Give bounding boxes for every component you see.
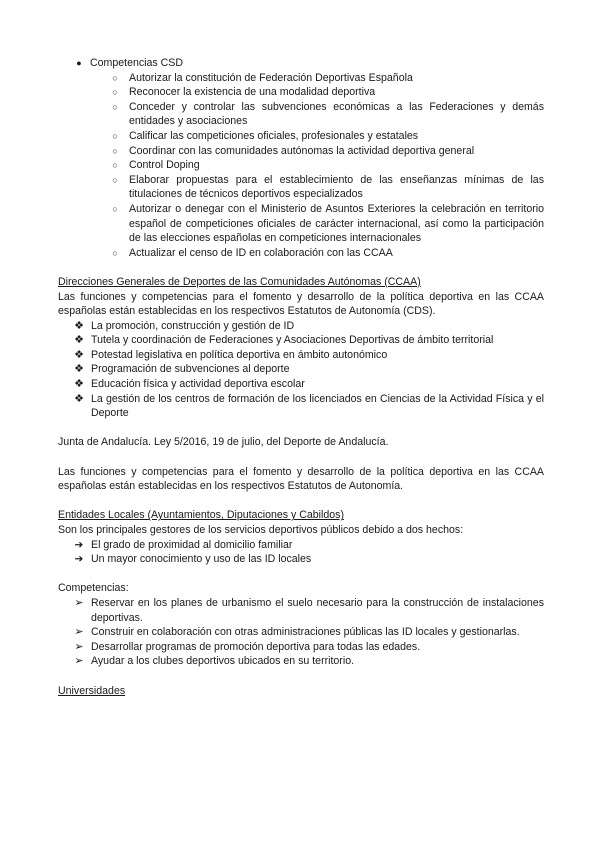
circle-bullet-icon: ○	[112, 72, 118, 83]
locales-list	[58, 538, 544, 567]
csd-heading: Competencias CSD	[90, 57, 184, 69]
diamond-bullet-icon: ❖	[74, 378, 84, 391]
diamond-bullet-icon: ❖	[74, 363, 84, 376]
list-item: ❖ Programación de subvenciones al deporte	[58, 362, 544, 377]
circle-bullet-icon: ○	[112, 101, 118, 112]
competencias-heading: Competencias:	[58, 582, 129, 595]
triangle-arrow-bullet-icon: ➢	[74, 640, 84, 653]
csd-section	[58, 56, 544, 260]
arrow-bullet-icon: ➔	[74, 538, 84, 551]
circle-bullet-icon: ○	[112, 247, 118, 258]
triangle-arrow-bullet-icon: ➢	[74, 655, 84, 668]
andalucia-text: Las funciones y competencias para el fomento y desarrollo de la política deportiva en las CCAA españolas están establecidas en los respectivos Estatutos de Autonomía.	[58, 465, 544, 493]
diamond-bullet-icon: ❖	[74, 334, 84, 347]
spacer	[58, 260, 544, 275]
list-item: ○ Autorizar o denegar con el Ministerio de Asuntos Exteriores la celebración en territorio español de competiciones oficiales de carácter internacional, así como la participación de las elecciones españolas en competiciones internacionales	[58, 202, 544, 246]
ccaa-list	[58, 319, 544, 421]
spacer	[58, 567, 544, 582]
ccaa-intro: Las funciones y competencias para el fomento y desarrollo de la política deportiva en las CCAA españolas están establecidas en los respectivos Estatutos de Autonomía (CDS).	[58, 290, 544, 318]
locales-heading: Entidades Locales (Ayuntamientos, Diputaciones y Cabildos)	[58, 509, 344, 522]
list-item: ○ Control Doping	[58, 158, 544, 173]
arrow-bullet-icon: ➔	[74, 553, 84, 566]
list-item: ❖ La gestión de los centros de formación de los licenciados en Ciencias de la Actividad Física y el Deporte	[58, 392, 544, 421]
list-item: ➢ Construir en colaboración con otras administraciones públicas las ID locales y gestionarlas.	[58, 625, 544, 640]
circle-bullet-icon: ○	[112, 130, 118, 141]
disc-bullet-icon: ●	[76, 58, 82, 68]
list-item: ○ Autorizar la constitución de Federación Deportivas Española	[58, 71, 544, 86]
list-item: ○ Actualizar el censo de ID en colaboración con las CCAA	[58, 246, 544, 261]
diamond-bullet-icon: ❖	[74, 319, 84, 332]
andalucia-law: Junta de Andalucía. Ley 5/2016, 19 de julio, del Deporte de Andalucía.	[58, 436, 389, 449]
circle-bullet-icon: ○	[112, 203, 118, 214]
list-item: ❖ Educación física y actividad deportiva escolar	[58, 377, 544, 392]
universidades-heading: Universidades	[58, 684, 126, 697]
spacer	[58, 669, 544, 684]
list-item: ○ Coordinar con las comunidades autónomas la actividad deportiva general	[58, 144, 544, 159]
circle-bullet-icon: ○	[112, 87, 118, 98]
list-item: ❖ La promoción, construcción y gestión de ID	[58, 319, 544, 334]
competencias-list	[58, 596, 544, 669]
diamond-bullet-icon: ❖	[74, 348, 84, 361]
ccaa-heading: Direcciones Generales de Deportes de las Comunidades Autónomas (CCAA)	[58, 275, 421, 288]
list-item: ○ Calificar las competiciones oficiales, profesionales y estatales	[58, 129, 544, 144]
list-item: ➔ Un mayor conocimiento y uso de las ID locales	[58, 552, 544, 567]
list-item: ○ Elaborar propuestas para el establecimiento de las enseñanzas mínimas de las titulaciones de técnicos deportivos especializados	[58, 173, 544, 202]
list-item: ➔ El grado de proximidad al domicilio familiar	[58, 538, 544, 553]
circle-bullet-icon: ○	[112, 160, 118, 171]
spacer	[58, 421, 544, 436]
list-item: ➢ Ayudar a los clubes deportivos ubicados en su territorio.	[58, 654, 544, 669]
spacer	[58, 450, 544, 465]
spacer	[58, 494, 544, 509]
csd-heading-item	[58, 56, 544, 71]
diamond-bullet-icon: ❖	[74, 392, 84, 405]
triangle-arrow-bullet-icon: ➢	[74, 626, 84, 639]
list-item: ➢ Reservar en los planes de urbanismo el suelo necesario para la construcción de instalaciones deportivas.	[58, 596, 544, 625]
list-item: ➢ Desarrollar programas de promoción deportiva para todas las edades.	[58, 640, 544, 655]
circle-bullet-icon: ○	[112, 174, 118, 185]
document-page	[58, 56, 544, 698]
list-item: ○ Reconocer la existencia de una modalidad deportiva	[58, 85, 544, 100]
circle-bullet-icon: ○	[112, 145, 118, 156]
list-item: ○ Conceder y controlar las subvenciones económicas a las Federaciones y demás entidades y asociaciones	[58, 100, 544, 129]
locales-intro: Son los principales gestores de los servicios deportivos públicos debido a dos hechos:	[58, 524, 464, 536]
list-item: ❖ Potestad legislativa en política deportiva en ámbito autonómico	[58, 348, 544, 363]
triangle-arrow-bullet-icon: ➢	[74, 596, 84, 609]
list-item: ❖ Tutela y coordinación de Federaciones y Asociaciones Deportivas de ámbito territorial	[58, 333, 544, 348]
